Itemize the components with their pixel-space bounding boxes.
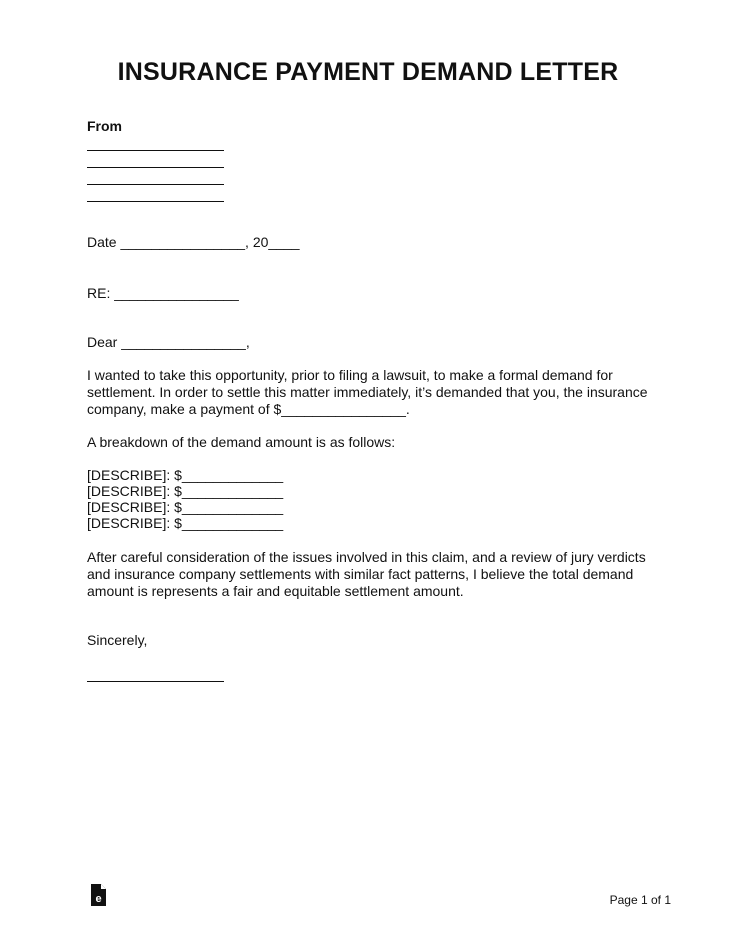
breakdown-intro: A breakdown of the demand amount is as follows: (87, 434, 396, 450)
from-address-line-1 (87, 150, 224, 151)
breakdown-item-3: [DESCRIBE]: $_____________ (87, 499, 284, 515)
eforms-logo-icon (90, 883, 107, 907)
signature-line (87, 681, 224, 682)
svg-text:e: e (95, 893, 102, 905)
from-address-line-4 (87, 201, 224, 202)
breakdown-item-2: [DESCRIBE]: $_____________ (87, 483, 284, 499)
closing: Sincerely, (87, 632, 148, 648)
breakdown-item-1: [DESCRIBE]: $_____________ (87, 467, 284, 483)
from-address-line-3 (87, 184, 224, 185)
paragraph-demand: I wanted to take this opportunity, prior to filing a lawsuit, to make a formal demand for settlement. In order to settle this matter immediately, it’s demanded that you, the insurance company, make a payment of $________________. (87, 367, 648, 417)
paragraph-consideration: After careful consideration of the issues involved in this claim, and a review of jury verdicts and insurance company settlements with similar fact patterns, I believe the total demand amount is represents a fair and equitable settlement amount. (87, 549, 646, 599)
page-number: Page 1 of 1 (609, 893, 671, 907)
breakdown-item-4: [DESCRIBE]: $_____________ (87, 515, 284, 531)
date-line: Date ________________, 20____ (87, 234, 300, 250)
from-address-line-2 (87, 167, 224, 168)
document-title: INSURANCE PAYMENT DEMAND LETTER (117, 58, 619, 86)
re-line: RE: ________________ (87, 285, 239, 301)
from-label: From (87, 118, 122, 134)
salutation: Dear ________________, (87, 334, 250, 350)
